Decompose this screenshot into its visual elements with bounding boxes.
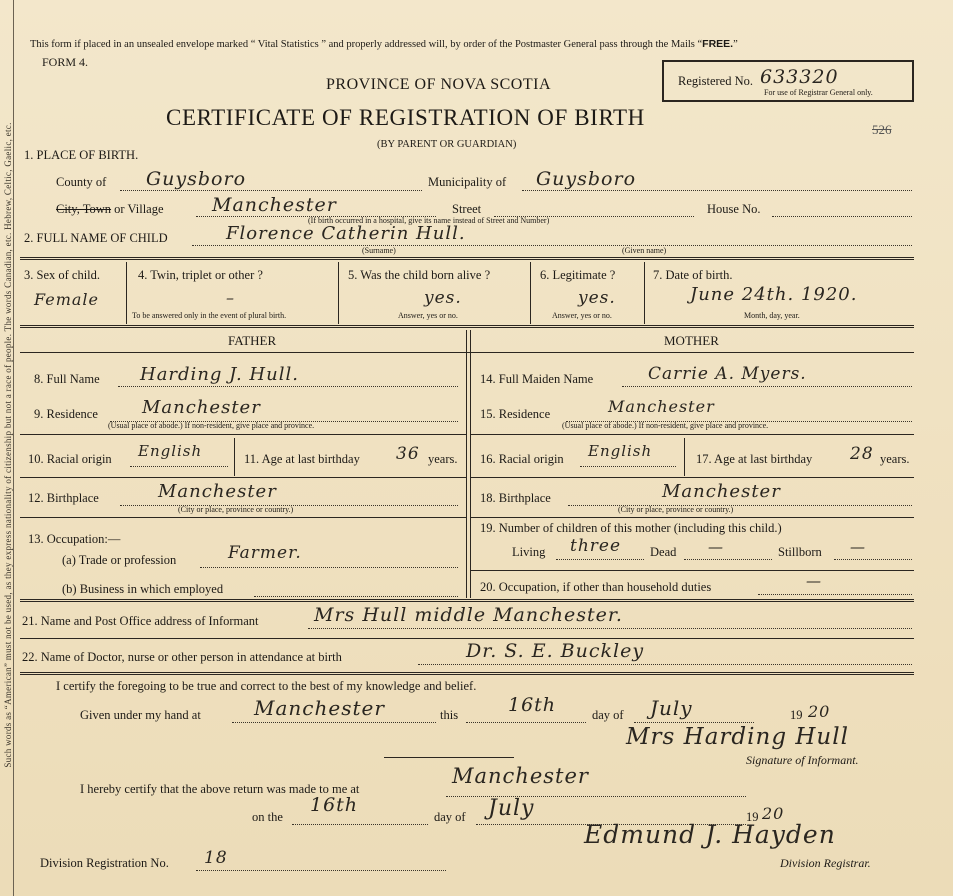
registrar-day-value: 16th xyxy=(310,794,359,816)
doctor-label: 22. Name of Doctor, nurse or other person in attendance at birth xyxy=(22,650,342,664)
registered-number: 633320 xyxy=(760,66,839,88)
street-label: Street xyxy=(452,202,482,216)
form-number: FORM 4. xyxy=(42,55,89,69)
dead-value: — xyxy=(708,538,724,556)
mother-birthplace-value: Manchester xyxy=(662,481,781,502)
child-name-label: 2. FULL NAME OF CHILD xyxy=(24,231,168,245)
father-race-value: English xyxy=(138,442,203,460)
living-value: three xyxy=(570,536,622,556)
mother-name-value: Carrie A. Myers. xyxy=(648,364,807,384)
mother-residence-note: (Usual place of abode.) If non-resident, give place and province. xyxy=(562,421,769,430)
father-trade-label: (a) Trade or profession xyxy=(62,553,177,567)
father-birthplace-value: Manchester xyxy=(158,481,277,502)
mother-name-line xyxy=(622,386,912,387)
father-years: years. xyxy=(428,452,458,466)
father-race-label: 10. Racial origin xyxy=(28,452,112,466)
stillborn-label: Stillborn xyxy=(778,545,822,559)
rule-mother-race xyxy=(470,477,914,478)
sex-label: 3. Sex of child. xyxy=(24,268,101,282)
alive-label: 5. Was the child born alive ? xyxy=(348,268,491,282)
divider-twin xyxy=(338,262,339,324)
mother-occupation-value: — xyxy=(806,572,822,590)
village-label-text: or Village xyxy=(114,202,164,216)
informant-value: Mrs Hull middle Manchester. xyxy=(314,604,623,626)
father-residence-label: 9. Residence xyxy=(34,407,98,421)
house-no-label: House No. xyxy=(707,202,761,216)
left-margin-strip xyxy=(0,0,14,896)
registrar-day-of-label: day of xyxy=(434,810,466,824)
father-age-label: 11. Age at last birthday xyxy=(244,452,360,466)
stillborn-line xyxy=(834,559,912,560)
rule-father-birthplace xyxy=(20,517,466,518)
parents-divider xyxy=(466,330,467,598)
house-no-line xyxy=(772,216,912,217)
certificate-title: CERTIFICATE OF REGISTRATION OF BIRTH xyxy=(166,105,645,130)
registered-label: Registered No. xyxy=(678,74,753,88)
year-prefix: 19 xyxy=(790,708,803,722)
mother-race-line xyxy=(580,466,676,467)
city-town-struck: City, Town xyxy=(56,202,112,216)
twin-label: 4. Twin, triplet or other ? xyxy=(138,268,263,282)
mother-residence-label: 15. Residence xyxy=(480,407,551,421)
given-under-label: Given under my hand at xyxy=(80,708,201,722)
province-heading: PROVINCE OF NOVA SCOTIA xyxy=(326,76,552,93)
registrar-signature-caption: Division Registrar. xyxy=(780,856,871,870)
place-of-birth-heading: 1. PLACE OF BIRTH. xyxy=(24,148,139,162)
father-name-value: Harding J. Hull. xyxy=(140,364,299,385)
mother-race-label: 16. Racial origin xyxy=(480,452,564,466)
postal-notice-text: This form if placed in an unsealed envelope marked “ Vital Statistics ” and properly addressed will, by order of the Postmaster General pass through the Mails “ xyxy=(30,39,703,50)
village-label xyxy=(56,202,164,217)
corner-mark: 526 xyxy=(872,122,892,137)
dead-label: Dead xyxy=(650,545,677,559)
doctor-value: Dr. S. E. Buckley xyxy=(466,640,645,662)
rule-informant xyxy=(20,638,914,639)
father-race-line xyxy=(130,466,228,467)
doctor-line xyxy=(418,664,912,665)
father-name-label: 8. Full Name xyxy=(34,372,100,386)
legitimate-value: yes. xyxy=(578,288,616,308)
informant-label: 21. Name and Post Office address of Informant xyxy=(22,614,259,628)
dead-line xyxy=(684,559,772,560)
given-name-note: (Given name) xyxy=(622,246,667,255)
legitimate-label: 6. Legitimate ? xyxy=(540,268,616,282)
division-registration-value: 18 xyxy=(204,848,228,868)
father-age-value: 36 xyxy=(396,444,420,464)
postal-free: FREE. xyxy=(702,38,734,50)
twin-value: – xyxy=(226,288,235,307)
given-year-value: 20 xyxy=(808,702,831,721)
child-name-value: Florence Catherin Hull. xyxy=(226,223,466,244)
registrar-place-value: Manchester xyxy=(452,764,589,788)
father-name-line xyxy=(118,386,458,387)
given-day-line xyxy=(466,722,586,723)
day-of-label: day of xyxy=(592,708,624,722)
short-separator xyxy=(384,757,514,758)
on-the-label: on the xyxy=(252,810,283,824)
municipality-label: Municipality of xyxy=(428,175,507,189)
registrar-day-line xyxy=(292,824,428,825)
dob-note: Month, day, year. xyxy=(744,311,800,320)
certificate-subtitle: (BY PARENT OR GUARDIAN) xyxy=(377,139,517,150)
parents-divider-2 xyxy=(470,330,471,598)
rule-child-details-top xyxy=(20,257,914,260)
certification-statement: I certify the foregoing to be true and correct to the best of my knowledge and belief. xyxy=(56,679,477,693)
father-occupation-label: 13. Occupation:— xyxy=(28,532,121,546)
alive-value: yes. xyxy=(424,288,462,308)
dob-value: June 24th. 1920. xyxy=(690,284,858,305)
rule-mother-residence xyxy=(470,434,914,435)
postal-notice xyxy=(30,38,738,50)
surname-note: (Surname) xyxy=(362,246,396,255)
registered-number-box xyxy=(662,60,914,102)
rule-doctor xyxy=(20,672,914,675)
father-trade-line xyxy=(200,567,458,568)
registrar-year-value: 20 xyxy=(762,804,785,823)
given-day-value: 16th xyxy=(508,694,557,716)
county-line xyxy=(120,190,422,191)
father-heading: FATHER xyxy=(228,333,277,348)
mother-birthplace-note: (City or place, province or country.) xyxy=(618,505,734,514)
mother-years: years. xyxy=(880,452,910,466)
rule-mother-birthplace xyxy=(470,517,914,518)
postal-notice-end: ” xyxy=(733,39,738,50)
rule-parents-heading xyxy=(20,352,914,353)
rule-parents-top xyxy=(20,325,914,328)
child-name-line xyxy=(192,245,912,246)
mother-age-label: 17. Age at last birthday xyxy=(696,452,813,466)
rule-parents-bottom xyxy=(20,599,914,602)
mother-children-label: 19. Number of children of this mother (including this child.) xyxy=(480,521,782,535)
mother-race-value: English xyxy=(588,442,653,460)
county-value: Guysboro xyxy=(146,168,247,190)
given-place-line xyxy=(232,722,436,723)
divider-legit xyxy=(644,262,645,324)
registrar-year-prefix: 19 xyxy=(746,810,759,824)
mother-occupation-label: 20. Occupation, if other than household duties xyxy=(480,580,712,594)
rule-father-race xyxy=(20,477,466,478)
registrar-month-value: July xyxy=(488,796,535,821)
father-birthplace-note: (City or place, province or country.) xyxy=(178,505,294,514)
municipality-line xyxy=(522,190,912,191)
father-residence-note: (Usual place of abode.) If non-resident, give place and province. xyxy=(108,421,315,430)
mother-name-label: 14. Full Maiden Name xyxy=(480,372,594,386)
municipality-value: Guysboro xyxy=(536,168,637,190)
mother-age-value: 28 xyxy=(850,444,874,464)
father-birthplace-label: 12. Birthplace xyxy=(28,491,99,505)
county-label: County of xyxy=(56,175,107,189)
given-month-value: July xyxy=(650,696,693,720)
informant-signature: Mrs Harding Hull xyxy=(626,724,849,750)
hospital-note: (If birth occurred in a hospital, give its name instead of Street and Number) xyxy=(308,216,550,225)
father-residence-value: Manchester xyxy=(142,397,261,418)
mother-residence-value: Manchester xyxy=(608,397,715,416)
rule-father-residence xyxy=(20,434,466,435)
informant-signature-caption: Signature of Informant. xyxy=(746,753,859,767)
divider-alive xyxy=(530,262,531,324)
given-place-value: Manchester xyxy=(254,696,385,720)
informant-line xyxy=(308,628,912,629)
divider-sex xyxy=(126,262,127,324)
mother-birthplace-label: 18. Birthplace xyxy=(480,491,551,505)
rule-mother-children xyxy=(470,570,914,571)
father-business-label: (b) Business in which employed xyxy=(62,582,224,596)
mother-occupation-line xyxy=(758,594,912,595)
divider-father-age xyxy=(234,438,235,476)
mother-heading: MOTHER xyxy=(664,333,719,348)
legitimate-note: Answer, yes or no. xyxy=(552,311,612,320)
twin-note: To be answered only in the event of plural birth. xyxy=(132,311,287,320)
stillborn-value: — xyxy=(850,538,866,556)
margin-note: Such words as “American” must not be used, as they express nationality of citizenship but not a race of people. The words Canadian, etc. Hebrew, Celtic, Gaelic, etc. xyxy=(3,122,13,768)
registrar-use-note: For use of Registrar General only. xyxy=(764,88,873,97)
dob-label: 7. Date of birth. xyxy=(653,268,733,282)
father-business-line xyxy=(254,596,458,597)
village-value: Manchester xyxy=(212,194,337,216)
division-registration-line xyxy=(196,870,446,871)
division-registration-label: Division Registration No. xyxy=(40,856,169,870)
given-month-line xyxy=(634,722,754,723)
living-line xyxy=(556,559,644,560)
this-label: this xyxy=(440,708,459,722)
alive-note: Answer, yes or no. xyxy=(398,311,458,320)
sex-value: Female xyxy=(34,290,99,309)
father-trade-value: Farmer. xyxy=(228,543,302,563)
divider-mother-age xyxy=(684,438,685,476)
living-label: Living xyxy=(512,545,546,559)
registrar-statement: I hereby certify that the above return was made to me at xyxy=(80,782,360,796)
registrar-signature: Edmund J. Hayden xyxy=(584,820,836,849)
